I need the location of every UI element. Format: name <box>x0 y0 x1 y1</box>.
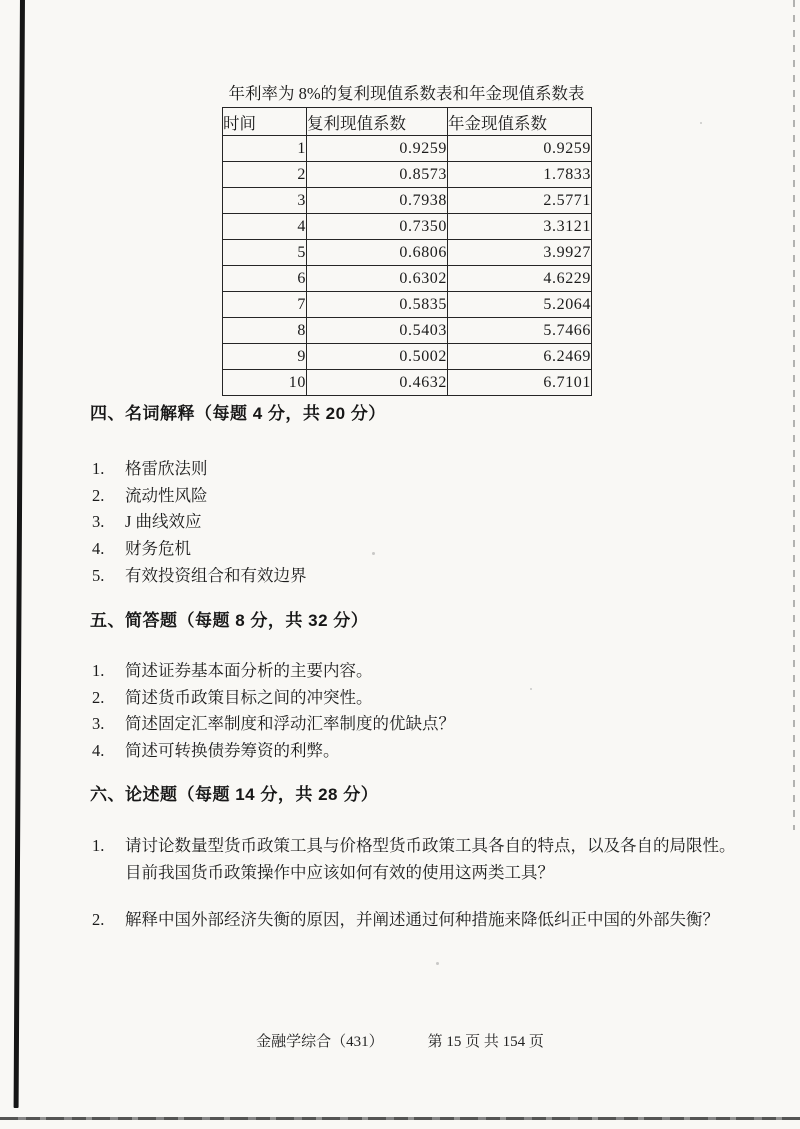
col-header-annuity-factor: 年金现值系数 <box>448 108 592 136</box>
scan-edge-right-line <box>793 0 795 830</box>
scan-speck <box>700 122 702 124</box>
table-cell-annuity: 5.7466 <box>448 318 592 344</box>
table-cell-annuity: 3.3121 <box>448 214 592 240</box>
item-number: 1. <box>92 459 105 478</box>
list-item <box>92 685 455 712</box>
table-row <box>223 162 592 188</box>
section-heading-short-answer: 五、简答题（每题 8 分，共 32 分） <box>90 611 369 630</box>
table-row <box>223 188 592 214</box>
item-number: 2. <box>92 910 105 929</box>
table-cell-time: 3 <box>223 188 307 214</box>
item-number: 3. <box>92 512 105 532</box>
table-cell-annuity: 4.6229 <box>448 266 592 292</box>
item-text: 财务危机 <box>125 539 191 559</box>
item-text: 简述货币政策目标之间的冲突性。 <box>125 687 373 707</box>
table-cell-time: 1 <box>223 136 307 162</box>
table-row <box>223 136 592 162</box>
table-row <box>223 370 592 396</box>
table-cell-pv: 0.6302 <box>307 266 448 292</box>
item-number: 3. <box>92 714 105 734</box>
table-cell-time: 6 <box>223 266 307 292</box>
col-header-pv-factor: 复利现值系数 <box>307 108 448 136</box>
table-cell-annuity: 6.7101 <box>448 370 592 396</box>
table-cell-annuity: 5.2064 <box>448 292 592 318</box>
item-number: 4. <box>92 741 105 761</box>
scan-speck <box>436 962 439 965</box>
table-cell-pv: 0.7350 <box>307 214 448 240</box>
col-header-time: 时间 <box>223 108 307 136</box>
table-cell-annuity: 3.9927 <box>448 240 592 266</box>
short-answer-list <box>92 658 455 765</box>
scan-speck <box>530 688 532 690</box>
essay-list <box>92 832 742 953</box>
table-row <box>223 292 592 318</box>
footer-course-title: 金融学综合（431） <box>256 1034 384 1050</box>
list-item <box>92 509 307 536</box>
table-cell-pv: 0.9259 <box>307 136 448 162</box>
list-item <box>92 483 307 510</box>
table-cell-pv: 0.6806 <box>307 240 448 266</box>
item-number: 1. <box>92 661 105 680</box>
item-text: 解释中国外部经济失衡的原因，并阐述通过何种措施来降低纠正中国的外部失衡？ <box>125 910 719 929</box>
item-text: 简述固定汇率制度和浮动汇率制度的优缺点？ <box>125 714 455 734</box>
table-row <box>223 318 592 344</box>
item-text: 流动性风险 <box>125 485 208 505</box>
section-heading-term-explanation: 四、名词解释（每题 4 分，共 20 分） <box>90 404 386 423</box>
page-footer <box>0 1033 800 1051</box>
table-cell-pv: 0.5403 <box>307 318 448 344</box>
list-item <box>92 658 455 685</box>
table-cell-annuity: 1.7833 <box>448 162 592 188</box>
list-item <box>92 738 455 765</box>
list-item <box>92 456 307 483</box>
footer-page-number: 第 15 页 共 154 页 <box>427 1034 544 1050</box>
item-number: 2. <box>92 485 105 505</box>
list-item <box>92 711 455 738</box>
table-cell-time: 7 <box>223 292 307 318</box>
table-cell-time: 8 <box>223 318 307 344</box>
item-text: 格雷欣法则 <box>125 459 208 478</box>
table-cell-pv: 0.5835 <box>307 292 448 318</box>
table-cell-pv: 0.7938 <box>307 188 448 214</box>
item-text: 有效投资组合和有效边界 <box>125 565 307 585</box>
item-number: 2. <box>92 687 105 707</box>
section-heading-essay: 六、论述题（每题 14 分，共 28 分） <box>90 785 379 804</box>
table-header-row <box>223 108 592 136</box>
scan-edge-left-bar <box>14 0 25 1108</box>
scan-edge-bottom-line <box>0 1117 800 1120</box>
table-row <box>223 266 592 292</box>
table-cell-time: 9 <box>223 344 307 370</box>
item-text: 请讨论数量型货币政策工具与价格型货币政策工具各自的特点，以及各自的局限性。目前我国货币政策操作中应该如何有效的使用这两类工具？ <box>125 836 736 882</box>
table-cell-pv: 0.8573 <box>307 162 448 188</box>
scan-speck <box>372 552 375 555</box>
term-explanation-list <box>92 456 307 590</box>
table-title: 年利率为 8%的复利现值系数表和年金现值系数表 <box>228 84 585 103</box>
table-cell-annuity: 0.9259 <box>448 136 592 162</box>
table-cell-pv: 0.5002 <box>307 344 448 370</box>
table-cell-annuity: 2.5771 <box>448 188 592 214</box>
list-item <box>92 563 307 590</box>
table-cell-pv: 0.4632 <box>307 370 448 396</box>
item-text: 简述证券基本面分析的主要内容。 <box>125 661 373 680</box>
pv-coefficient-table <box>222 107 592 396</box>
item-number: 1. <box>92 836 105 855</box>
table-cell-time: 5 <box>223 240 307 266</box>
table-cell-time: 4 <box>223 214 307 240</box>
table-row <box>223 214 592 240</box>
table-cell-time: 10 <box>223 370 307 396</box>
item-number: 4. <box>92 539 105 559</box>
item-text: 简述可转换债券筹资的利弊。 <box>125 741 340 761</box>
item-text: J 曲线效应 <box>125 512 202 532</box>
item-number: 5. <box>92 565 105 585</box>
pv-coefficient-table-block <box>222 84 591 396</box>
table-row <box>223 344 592 370</box>
list-item <box>92 906 742 933</box>
table-cell-annuity: 6.2469 <box>448 344 592 370</box>
table-row <box>223 240 592 266</box>
list-item <box>92 536 307 563</box>
list-item <box>92 832 742 886</box>
table-cell-time: 2 <box>223 162 307 188</box>
